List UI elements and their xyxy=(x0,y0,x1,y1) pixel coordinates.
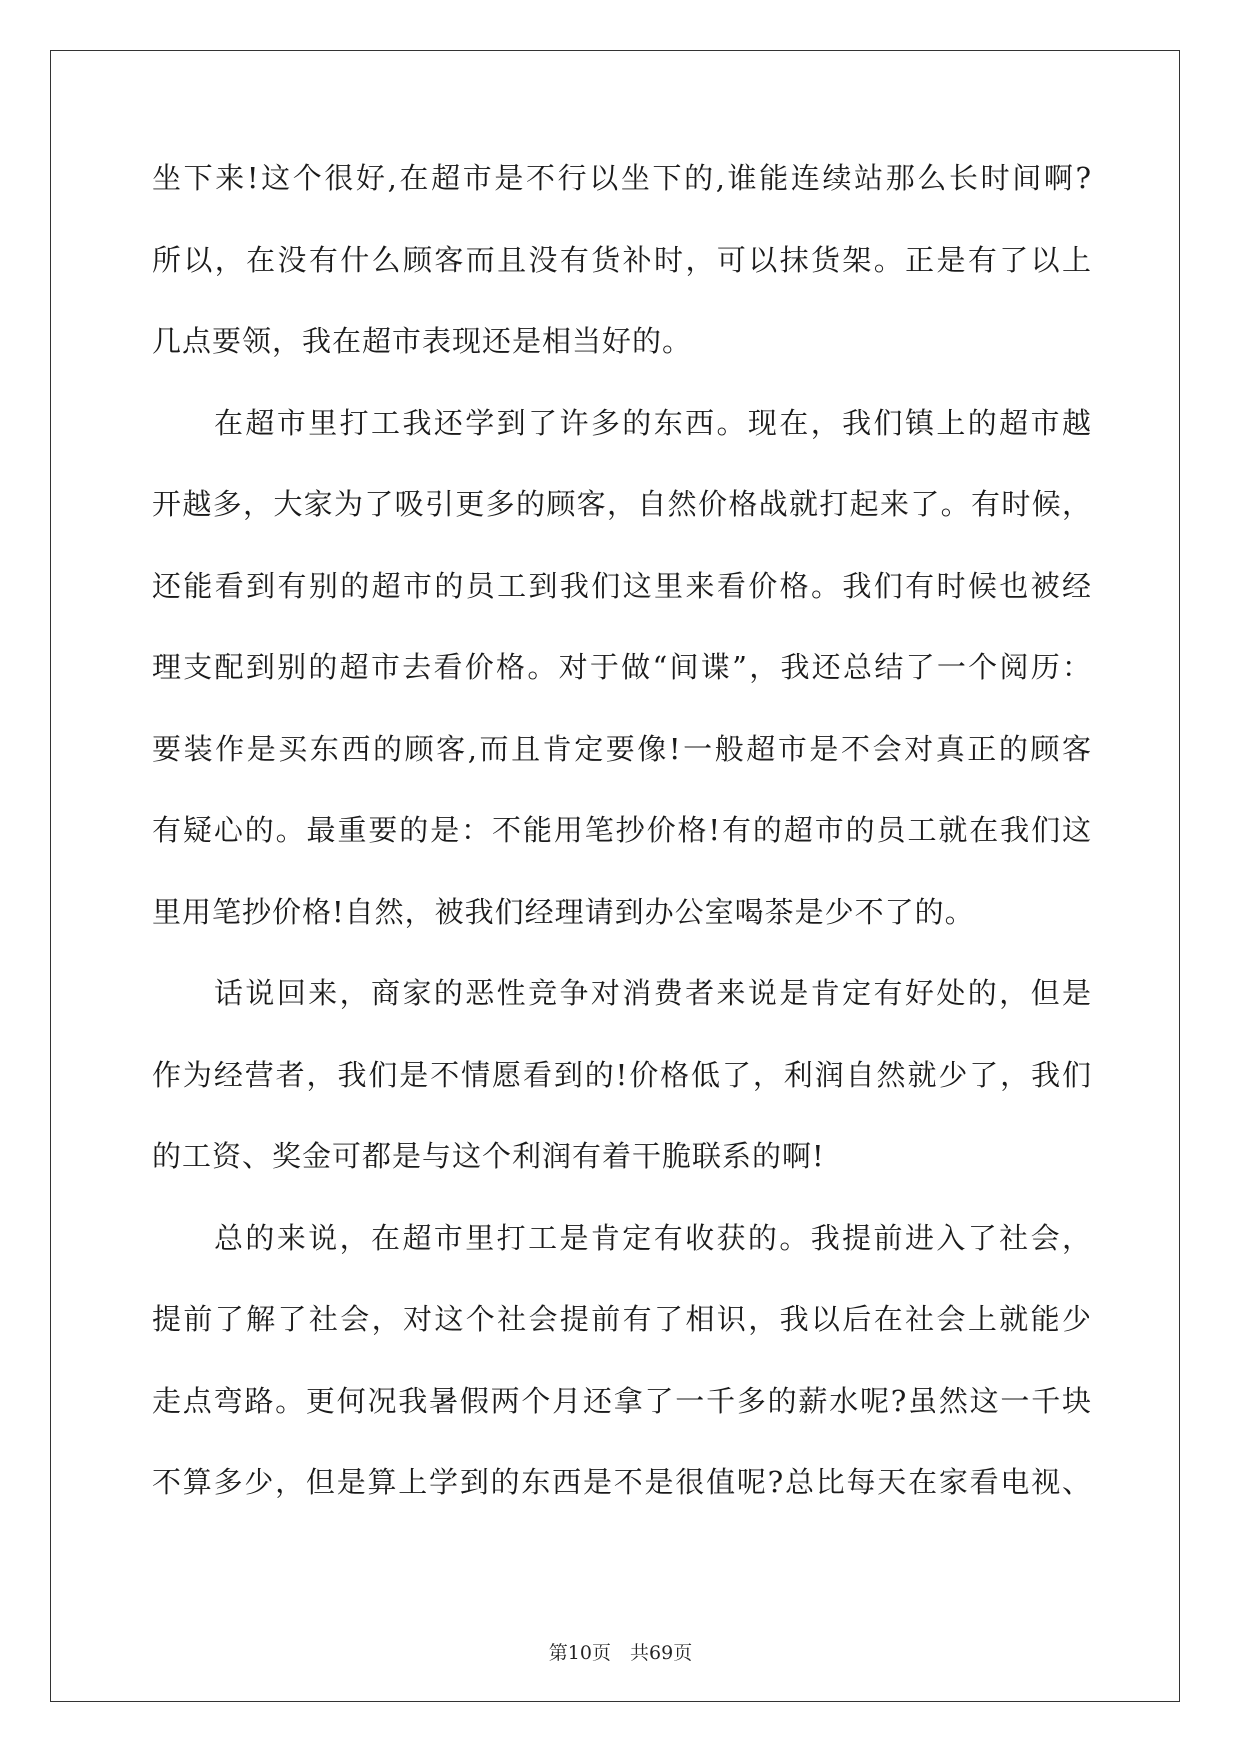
document-body xyxy=(152,160,1092,1546)
text-line: 要装作是买东西的顾客,而且肯定要像!一般超市是不会对真正的顾客 xyxy=(152,731,1092,766)
page-footer xyxy=(0,1638,1241,1665)
text-line: 在超市里打工我还学到了许多的东西。现在，我们镇上的超市越 xyxy=(214,405,1092,440)
text-line: 的工资、奖金可都是与这个利润有着干脆联系的啊! xyxy=(152,1139,825,1173)
text-line: 总的来说，在超市里打工是肯定有收获的。我提前进入了社会， xyxy=(214,1220,1092,1255)
text-line: 提前了解了社会，对这个社会提前有了相识，我以后在社会上就能少 xyxy=(152,1302,1092,1336)
text-line: 作为经营者，我们是不情愿看到的!价格低了，利润自然就少了，我们 xyxy=(152,1057,1092,1092)
page-number-mid: 页 共 xyxy=(591,1642,649,1664)
page-number-prefix: 第 xyxy=(548,1642,568,1664)
page-number-current: 10 xyxy=(567,1642,592,1664)
text-line: 有疑心的。最重要的是：不能用笔抄价格!有的超市的员工就在我们这 xyxy=(152,813,1092,847)
text-line: 所以，在没有什么顾客而且没有货补时，可以抹货架。正是有了以上 xyxy=(152,242,1092,277)
text-line: 话说回来，商家的恶性竞争对消费者来说是肯定有好处的，但是 xyxy=(214,976,1092,1010)
text-line: 理支配到别的超市去看价格。对于做“间谍”，我还总结了一个阅历： xyxy=(152,650,1092,684)
text-line: 里用笔抄价格!自然，被我们经理请到办公室喝茶是少不了的。 xyxy=(152,894,975,929)
text-line: 不算多少，但是算上学到的东西是不是很值呢?总比每天在家看电视、 xyxy=(152,1465,1092,1499)
text-line: 坐下来!这个很好,在超市是不行以坐下的,谁能连续站那么长时间啊? xyxy=(152,161,1092,195)
page-number-total: 69 xyxy=(649,1642,674,1664)
page-number-suffix: 页 xyxy=(673,1642,693,1664)
text-line: 还能看到有别的超市的员工到我们这里来看价格。我们有时候也被经 xyxy=(152,568,1092,603)
text-line: 走点弯路。更何况我暑假两个月还拿了一千多的薪水呢?虽然这一千块 xyxy=(152,1383,1092,1418)
text-line: 几点要领，我在超市表现还是相当好的。 xyxy=(152,324,693,358)
text-line: 开越多，大家为了吸引更多的顾客，自然价格战就打起来了。有时候， xyxy=(152,487,1092,521)
